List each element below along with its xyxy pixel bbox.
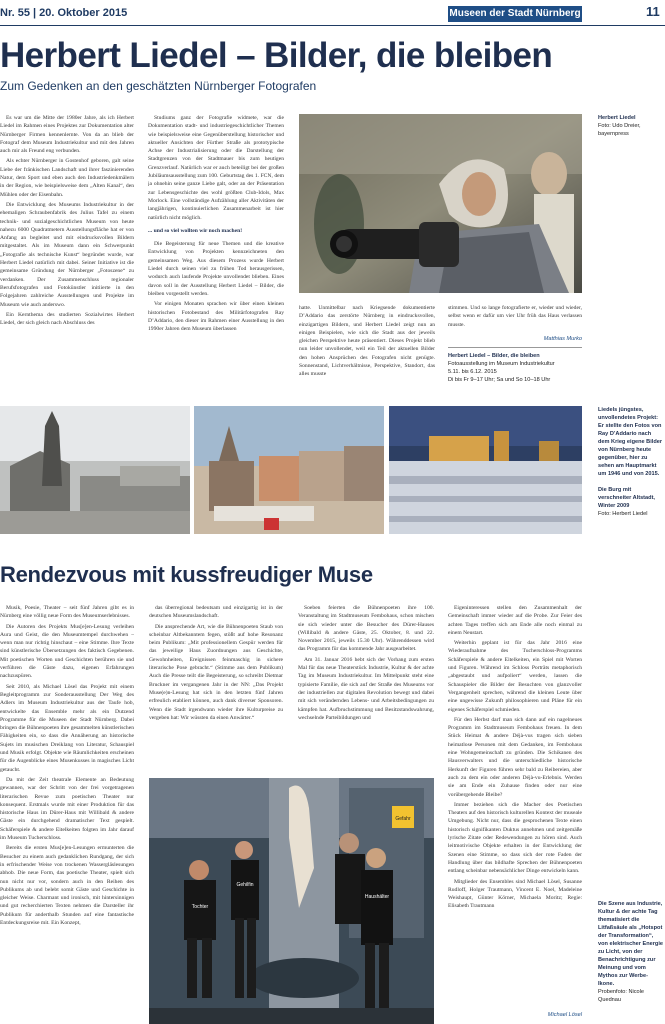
issue-number: Nr. 55 | 20. Oktober 2015	[0, 7, 128, 19]
paragraph: Für den Herbst darf man sich dann auf ein nagelneues Programm im Stadtmuseum Fembohaus freuen. In dem Stück Heimat & andere Déjà-vus tragen sich sieben heimatlose Personen mit dem Gedanken, im Fembohaus eine Wohngemeinschaft zu gründen. Die Schikanen des Hausverwalters und die unterschiedliche historische Herkunft der Figuren führen sehr bald zu Reibereien, aber auch zu dem ein oder anderen Déjà-vu-Erlebnis. Werden sie am Ende ein Zuhause finden oder nur eine vorübergehende Bleibe?	[448, 716, 582, 798]
paragraph: Die ansprechende Art, wie die Bühnenpoeten Staub von scheinbar Altbekanntem fegen, stößt auf hohe Resonanz beim Publikum: „Mit professionellem Gespür werden für das jeweilige Haus Zuordnungen aus Geschichte, Gewohnheiten, Ereignissen feinmaschig in sichere literarische Pose gebracht.“ (Stimme aus dem Publikum) Auch die Presse teilt die Begeisterung, so schreibt Dietmar Bruckner im vergangenen Jahr in der NN: „Das Projekt Muse(e)n-Lesung hat sich in den letzten fünf Jahren erfreulich etabliert können, auch dank diverser Sponsoren. Wenn die Stadt irgendwann wieder ihre Kulturpreise zu vergeben hat: Wir wüssten da einen Anwärter.“	[149, 623, 283, 721]
caption-credit-line: bayernpress	[598, 131, 629, 137]
paragraph: Als echter Nürnberger in Gostenhof geboren, galt seine Liebe der fränkischen Landschaft und ihrer faszinierenden Natur, dem Sport und eben auch den Industriedenkmälern in der Region, wie beispielsweise dem „Alten Kanal“, den Mühlen oder der Eisenbahn.	[0, 158, 134, 198]
info-divider	[448, 347, 582, 348]
article1-column-2	[148, 114, 284, 400]
paragraph: Studiums ganz der Fotografie widmete, war die Dokumentation stadt- und industriegeschichtlicher Themen wie beispielsweise eine Gegenüberstellung historischer und aktueller Ansichten der Fürther Straße als prototypische Achse der Industrialisierung oder die Darstellung der Stadtgrenzen von der Stadtmauer bis zum heutigen Grenzverlauf. Natürlich war er auch beteiligt bei der großen Jubiläumsausstellung zum 100. Geburtstag des 1. FCN, dem ja ohnehin seine ganze Liebe galt, oder an der Präsentation zur Lebensgeschichte des wohl größten Club-Idols, Max Morlock. Eine vollständige Aufzählung aller Aktivitäten der langjährigen, kontinuierlichen Zusammenarbeit ist hier natürlich nicht möglich.	[148, 115, 284, 221]
portrait-caption	[598, 114, 664, 138]
header-rule	[0, 25, 665, 26]
strip-caption	[598, 406, 664, 518]
photo-hauptmarkt-1946	[0, 406, 190, 534]
paragraph: Vor einigen Monaten sprachen wir über einen kleinen historischen Fotobestand des Militärfotografen Ray D’Addario, den dieser im Rahmen einer Ausstellung in den 1990er Jahren dem Museum überlassen	[148, 301, 284, 333]
paragraph: Musik, Poesie, Theater – seit fünf Jahren gibt es in Nürnberg eine völlig neue Form des Museumserlebnisses.	[0, 605, 134, 620]
info-line: 5.11. bis 6.12. 2015	[448, 369, 497, 375]
paragraph: Die Autoren des Projekts Mus[e]en-Lesung verleihen Aura und Geist, die den Museumtempel durchwehen – wenn man nur richtig hinschaut – eine Stimme. Ihre Texte sind künstlerische Übersetzungen des faktisch Gegebenen. Mit poetischen Worten und Geschichten berühren sie und verführen die Gäste dazu, eigenen Erfahrungen nachzuspüren.	[0, 623, 134, 680]
caption-text: Liedels jüngstes, unvollendetes Projekt: Er stellte den Fotos von Ray D’Addario nach dem Krieg eigene Bilder von Nürnberg heute gegenüber, hier zu sehen am Hauptmarkt um 1946 und von 2015.	[598, 407, 663, 477]
caption-credit: Probenfoto: Nicole Quednau	[598, 989, 645, 1003]
shirt-label: Tochter	[191, 904, 209, 910]
castle-winter-image	[389, 406, 582, 534]
caption-credit: Foto: Herbert Liedel	[598, 511, 648, 517]
caption-title: Herbert Liedel	[598, 115, 636, 121]
info-line: Fotoausstellung im Museum Industriekultur	[448, 361, 555, 367]
paragraph: Weiterhin geplant ist für das Jahr 2016 eine Wiederaufnahme des Tucherschloss-Programms Schäferspiele & andere Eitelkeiten, ein Spiel mit Worten und Figuren. Während im Schloss Porträts metaphorisch „abgestaubt und aufpoliert“ werden, lassen die Schauspieler die Bilder der Besuchten von glanzvoller Vergangenheit sprechen, während die kleinen Leute über eine ungewisse Zukunft philosophieren und Pläne für ein eigenes Schäferspiel schmieden.	[448, 640, 582, 713]
sign-text: Gefahr	[395, 816, 411, 822]
theatre-scene-image	[149, 778, 434, 1024]
article2-column-3	[298, 604, 434, 769]
exhibition-info	[448, 352, 582, 384]
article2-column-4	[448, 604, 582, 1012]
photo-hauptmarkt-2015	[194, 406, 384, 534]
section-badge: Museen der Stadt Nürnberg	[448, 6, 582, 22]
author-signature: Matthias Murko	[543, 336, 582, 342]
article1-column-3	[299, 304, 435, 400]
paragraph: Immer beziehen sich die Macher des Poetischen Theaters auf den historisch kulturellen Kontext der museale Umgebung. Nicht nur, dass die gesprochenen Texte einen historisch signifikanten Duktus annehmen und zeitgemäße lyrische Zitate oder Redewendungen zu hören sind. Auch leitmotivische Objekte erhalten in der Entwicklung der Szenen eine Stimme, so dass sich der rote Faden der Handlung über das bildhafte Sprechen der Bühnenpoeten entlang scheinbar nebensächlicher Dinge entwickeln kann.	[448, 801, 582, 875]
paragraph: Da mit der Zeit theatrale Elemente an Bedeutung gewannen, war der Schritt von der frei vorgetragenen literarischen Revue zum poetischen Theater nur konsequent. Erstmals wurde mit einer Produktion für das historische Haus im Dürer-Haus mit Willibald & andere Gäste ein durchgehend dramatischer Text gespielt. Schäferspiele & andere Eitelkeiten folgten im Jahr darauf im Museum Tucherschloss.	[0, 776, 134, 842]
stage-photo	[149, 778, 434, 1024]
portrait-photo	[299, 114, 582, 293]
paragraph: Es war um die Mitte der 1980er Jahre, als ich Herbert Liedel im Rahmen eines Projektes zur Dokumentation alter Nürnberger Firmen kennenlernte. Von da an blieb der Fotograf dem Museum Industriekultur und mit den Jahren auch mir als Freund eng verbunden.	[0, 115, 134, 155]
article2-title: Rendezvous mit kussfreudiger Muse	[0, 562, 373, 587]
historic-square-image	[0, 406, 190, 534]
caption-text: thematisiert die Litfaßsäule als „Hotspot der Transformation“, von elektrischer Energie zu Licht, von der Benachrichtigung zur Meinung und vom Mythos zur Werbe-Ikone.	[598, 917, 663, 987]
photographer-image	[299, 114, 582, 293]
caption-title: Die Burg mit verschneiter Altstadt, Winter 2009	[598, 487, 655, 509]
shirt-label: Gehilfin	[236, 882, 254, 888]
article2-signature: Michael Lösel	[547, 1012, 582, 1018]
article-title: Herbert Liedel – Bilder, die bleiben	[0, 36, 553, 75]
paragraph: hatte. Unmittelbar nach Kriegsende dokumentierte D’Addario das zerstörte Nürnberg in eindrucksvollen, einzigartigen Bildern, und Herbert Liedel zeigt nun an einigen Beispielen, wie sich die Stadt aus der jeweils gleichen Perspektive heute präsentiert. Dieses Projekt blieb nun leider unvollendet, weil ein Teil der aktuellen Bilder den hohen Ansprüchen des Fotografen nicht genügte. Sonnenstand, Lichtverhältnisse, Perspektive, Standort, das alles musste	[299, 305, 435, 378]
article2-column-2	[149, 604, 283, 769]
article2-column-1	[0, 604, 134, 1024]
paragraph: Eigeninteressen stellen den Zusammenhalt der Gemeinschaft immer wieder auf die Probe. Zur Feier des achten Tages treffen sich am Ende alle noch einmal zu einem Neustart.	[448, 605, 582, 636]
photo-burg-winter	[389, 406, 582, 534]
paragraph: Die Begeisterung für neue Themen und die kreative Entwicklung von Projekten kennzeichneten den gemeinsamen Weg. Aus diesem Prozess wurde Herbert Liedel durch seinen viel zu frühen Tod herausgerissen, wodurch auch laufende Projekte unvollendet blieben. Eines davon soll in der Ausstellung Herbert Liedel – Bilder, die bleiben vorgestellt werden.	[148, 241, 284, 297]
paragraph: Soeben feierten die Bühnenpoeten ihre 100. Veranstaltung im Stadtmuseum Fembohaus, schon mischen sie sich wieder unter die Besucher des Dürer-Hauses (Willibald & andere Gäste, 25. Oktober, 8. und 22. November 2015, jeweils 15.30 Uhr). Währenddessen wird das Programm für das kommende Jahr ausgearbeitet.	[298, 605, 434, 653]
caption-title: Die Szene aus Industrie, Kultur & der achte Tag	[598, 901, 663, 915]
paragraph: Bereits die ersten Mus[e]en-Lesungen ermunterten die Besucher zu einem auch gedanklichen Rundgang, der sich in erfrischender Weise von trockenen Wassergläslesungen abhob. Die neue Form, das poetische Theater, spielt sich nun nicht nur vor, sondern auch in den Reihen des Publikums ab und belebt somit Gäste und Geschichte in gleicher Weise. Charmant und ironisch, mit hintersinnigen und gut recherchierten Texten nehmen die Darsteller ihr Publikum für anderthalb Stunden auf eine fantastische Entdeckungsreise mit. Ein Konzept,	[0, 845, 134, 926]
modern-square-image	[194, 406, 384, 534]
page-number: 11	[646, 4, 660, 19]
paragraph: stimmen. Und so lange fotografierte er, wieder und wieder, selbst wenn er dafür um vier Uhr früh das Haus verlassen musste.	[448, 305, 582, 328]
paragraph: Mitglieder des Ensembles sind Michael Lösel, Susanne Rudloff, Holger Trautmann, Vincent E. Noel, Madeleine Weishaupt, Günter Körner, Michaela Moritz; Regie: Elisabeth Trautmann	[448, 878, 582, 910]
info-title: Herbert Liedel – Bilder, die bleiben	[448, 353, 540, 359]
caption-credit-line: Foto: Udo Dreier,	[598, 123, 641, 129]
info-line: Di bis Fr 9–17 Uhr; Sa und So 10–18 Uhr	[448, 377, 551, 383]
article-subtitle: Zum Gedenken an den geschätzten Nürnberger Fotografen	[0, 79, 317, 93]
stage-caption	[598, 900, 664, 1004]
paragraph: Die Entwicklung des Museums Industriekultur in der ehemaligen Schraubenfabrik des Julius Tafel zu einem technik- und sozialgeschichtlichen Museum von heute nahezu 6000 Quadratmetern Ausstellungsfläche hat er von Anfang an begleitet und mit eindrucksvollen Bildern mitgestaltet. Als im Museum dann ein Schwerpunkt „Fotografie als technische Kunst“ begründet wurde, war Herbert Liedel natürlich mit dabei. Seiner Initiative ist die gemeinsame Gründung der Nürnberger „Fotoszene“ zu verdanken. Der Zusammenschluss regionaler Berufsfotografen und Fotokünstler initiierte in den Folgejahren zahlreiche Ausstellungen und Projekte im Museum wie auch anderswo.	[0, 201, 134, 308]
paragraph: das überregional bedeutsam und einzigartig ist in der deutschen Museumslandschaft.	[149, 605, 283, 620]
shirt-label: Haushälter	[364, 894, 390, 900]
article1-column-4	[448, 304, 582, 334]
intertitle: ... und so viel wollten wir noch machen!	[148, 227, 243, 234]
paragraph: Seit 2010, als Michael Lösel das Projekt mit einem Begleitprogramm zur Sonderausstellung Der Weg des Adlers im Museum Industriekultur aus der Taufe hob, entwickelte das Ensemble mehr als ein Dutzend Programme für die Museen der Stadt Nürnberg. Dabei bringen die Bühnenpoeten ihre gesammelten künstlerischen Fähigkeiten ein, so dass die Annäherung an historische Sujets im musischen Dreiklang von Literatur, Schauspiel und Musik erfolgt. Objekte wie Räumlichkeiten erscheinen für die Augenblicke eines Musenkusses in magisches Licht getaucht.	[0, 683, 134, 773]
article1-column-1	[0, 114, 134, 400]
paragraph: Am 31. Januar 2016 hebt sich der Vorhang zum ersten Mal für das neue Theaterstück Industrie, Kultur & der achte Tag im Museum Industriekultur. Im Mittelpunkt steht eine typisierte Familie, die sich auf der Straße des Museums vor der industriellen zur digitalen Revolution bewegt und dabei mit sich verändernden Lebens- und Arbeitsbedingungen zu kämpfen hat. Aufbruchstimmung und Besitzstandswahrung, wechselnde Parteibildungen und	[298, 656, 434, 721]
paragraph: Ein Kernthema des studierten Sozialwirtes Herbert Liedel, der sich gleich nach Abschluss des	[0, 311, 134, 327]
